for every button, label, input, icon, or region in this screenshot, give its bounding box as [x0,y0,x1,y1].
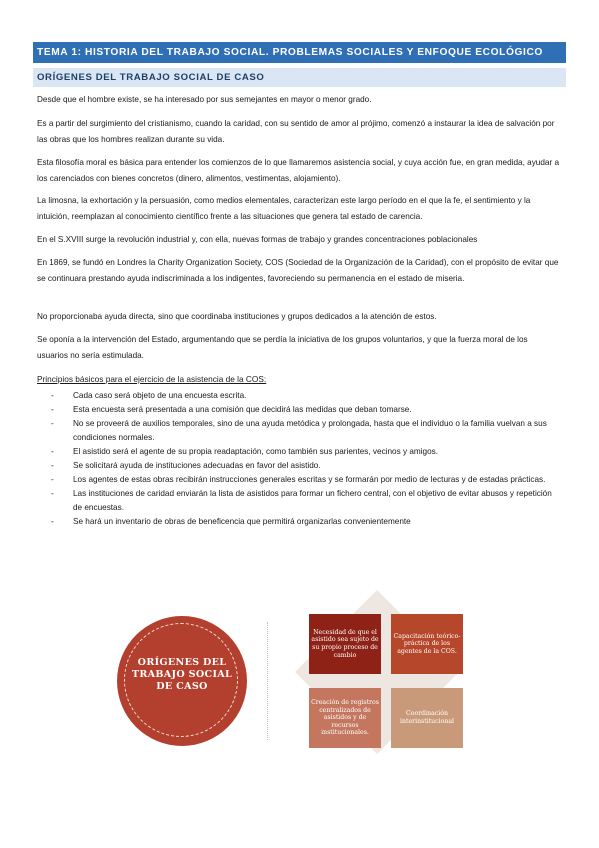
paragraph-8: Se oponía a la intervención del Estado, argumentando que se perdía la iniciativa de los grupos voluntarios, y que la fuerza moral de los usuarios no sería estimulada. [37,335,528,360]
paragraph-7: No proporcionaba ayuda directa, sino que coordinaba instituciones y grupos dedicados a la atención de estos. [37,312,437,321]
list-item-text: Se hará un inventario de obras de beneficencia que permitirá organizarlas convenientemente [73,517,411,526]
diagram-box-coordinacion: Coordinación interinstitucional [391,688,463,748]
diagram-box-registros: Creación de registros centralizados de asistidos y de recursos institucionales. [309,688,381,748]
document-title: TEMA 1: HISTORIA DEL TRABAJO SOCIAL. PROBLEMAS SOCIALES Y ENFOQUE ECOLÓGICO [33,42,566,63]
bullet-dash: - [51,447,54,456]
paragraph-6: En 1869, se fundó en Londres la Charity Organization Society, COS (Sociedad de la Organización de la Caridad), con el propósito de evitar que se continuara prestando ayuda indiscriminada a los indigentes, favoreciendo su permanencia en el estado de miseria. [37,258,559,283]
list-item [37,417,559,445]
paragraph-1: Desde que el hombre existe, se ha interesado por sus semejantes en mayor o menor grado. [37,95,372,104]
bullet-dash: - [51,517,54,526]
paragraph-4: La limosna, la exhortación y la persuasión, como medios elementales, caracterizan este largo período en el que la fe, el sentimiento y la intuición, reemplazan al conocimiento científico frente a las situaciones que genera tal estado de carencia. [37,196,531,221]
bullet-dash: - [51,405,54,414]
circle-label-line: ORÍGENES DEL [137,657,227,668]
section-heading: ORÍGENES DEL TRABAJO SOCIAL DE CASO [33,68,566,87]
diagram-box-necesidad: Necesidad de que el asistido sea sujeto de su propio proceso de cambio [309,614,381,674]
diagram-box-capacitacion: Capacitación teórico-práctica de los agentes de la COS. [391,614,463,674]
list-item-text: Se solicitará ayuda de instituciones adecuadas en favor del asistido. [73,461,321,470]
list-item [37,515,559,529]
list-item-text: No se proveerá de auxilios temporales, sino de una ayuda metódica y prolongada, hasta que el individuo o la familia vuelvan a sus condiciones normales. [73,419,547,442]
list-item [37,389,559,403]
bullet-dash: - [51,461,54,470]
list-item [37,473,559,487]
circle-label-line: DE CASO [156,681,208,692]
paragraph-2: Es a partir del surgimiento del cristianismo, cuando la caridad, con su sentido de amor al prójimo, comenzó a instaurar la idea de salvación por las obras que los hombres realizan durante su vida. [37,119,555,144]
bullet-dash: - [51,391,54,400]
principles-list [37,389,559,529]
circle-label [127,657,237,693]
list-item [37,403,559,417]
circle-label-line: TRABAJO SOCIAL [131,669,233,680]
list-item-text: Las instituciones de caridad enviarán la lista de asistidos para formar un fichero central, con el objetivo de evitar abusos y repetición de encuestas. [73,489,552,512]
bullet-dash: - [51,419,54,428]
list-item-text: Cada caso será objeto de una encuesta escrita. [73,391,247,400]
list-item [37,445,559,459]
bullet-dash: - [51,475,54,484]
list-item-text: El asistido será el agente de su propia readaptación, como también sus parientes, vecinos y amigos. [73,447,439,456]
principles-heading: Principios básicos para el ejercicio de la asistencia de la COS: [37,374,267,384]
list-item-text: Los agentes de estas obras recibirán instrucciones generales escritas y se formarán por medio de lecturas y de estadas prácticas. [73,475,546,484]
paragraph-5: En el S.XVIII surge la revolución industrial y, con ella, nuevas formas de trabajo y grandes concentraciones poblacionales [37,235,478,244]
dotted-divider [267,622,268,740]
list-item [37,459,559,473]
list-item [37,487,559,515]
list-item-text: Esta encuesta será presentada a una comisión que decidirá las medidas que deban tomarse. [73,405,412,414]
bullet-dash: - [51,489,54,498]
paragraph-3: Esta filosofía moral es básica para entender los comienzos de lo que llamaremos asistencia social, y cuya acción fue, en gran medida, ayudar a los carenciados con bienes concretos (dinero, alimentos, vestimentas, alojamiento). [37,158,560,183]
